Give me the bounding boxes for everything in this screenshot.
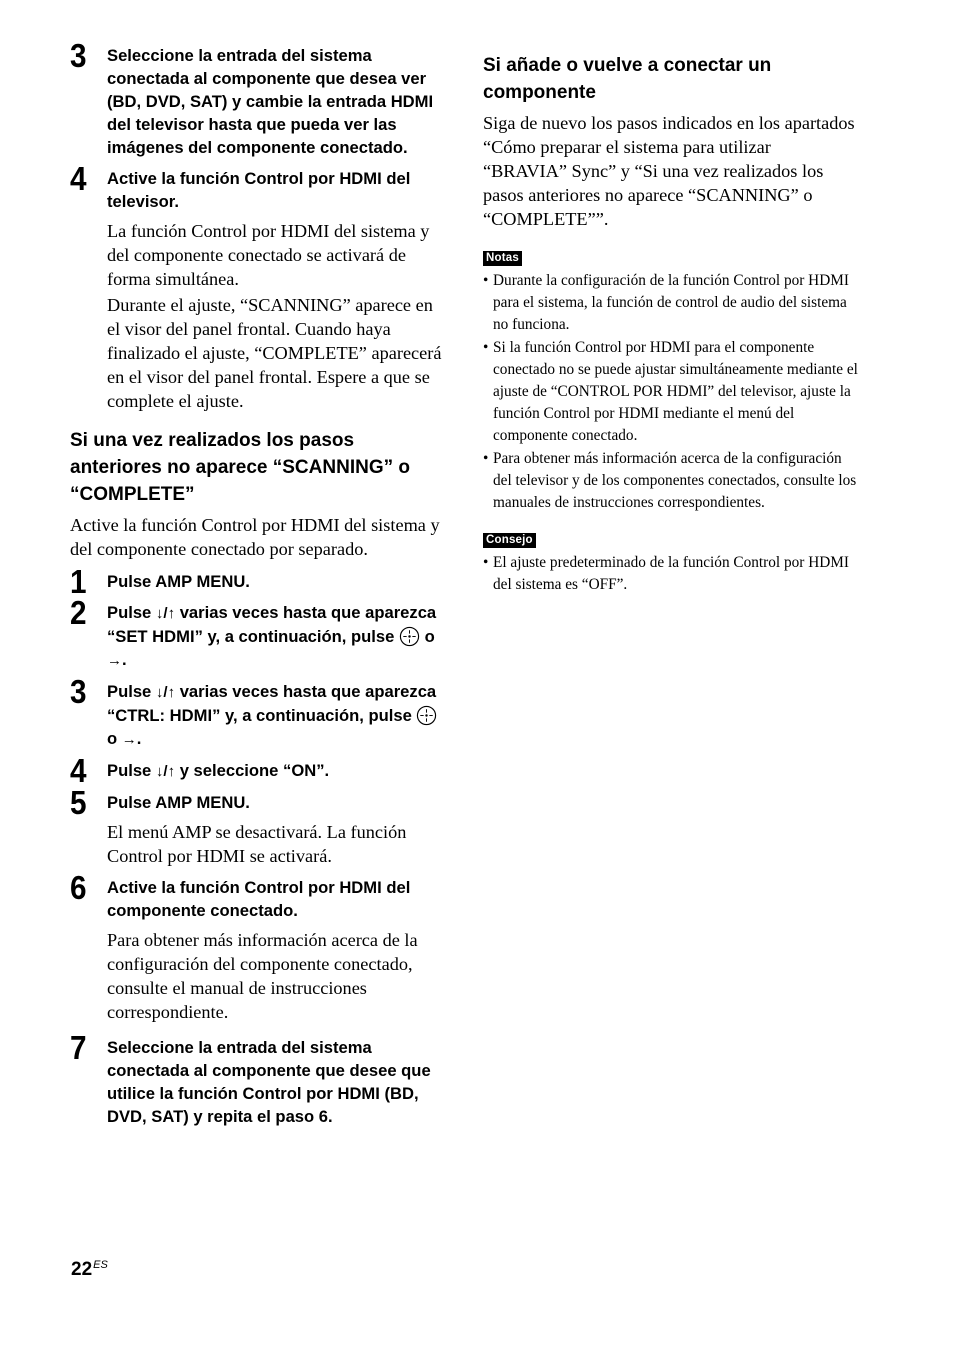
step-5 [70, 784, 445, 868]
step-3 [70, 673, 445, 751]
step-number: 5 [70, 784, 87, 821]
step-text: Pulse [107, 761, 152, 780]
step-number: 7 [70, 1029, 87, 1066]
page-language-suffix: ES [93, 1259, 108, 1271]
step-title: Seleccione la entrada del sistema conectada al componente que desee que utilice la función Control por HDMI (BD, DVD, SAT) y repita el paso 6. [107, 1038, 431, 1126]
bullet-icon: • [483, 272, 489, 289]
step-4 [70, 752, 445, 789]
right-arrow-icon: → [107, 652, 122, 669]
notes-list [483, 270, 858, 514]
step-body: El menú AMP se desactivará. La función Control por HDMI se activará. [107, 822, 407, 866]
step-paragraph: La función Control por HDMI del sistema y del componente conectado se activará de forma simultánea. [107, 221, 430, 289]
step-number: 4 [70, 752, 87, 789]
bullet-icon: • [483, 339, 489, 356]
down-up-arrows-icon: ↓/↑ [155, 763, 176, 780]
step-number: 4 [70, 160, 87, 197]
note-text: Para obtener más información acerca de la configuración del televisor y de los componentes conectados, consulte los manuales de instrucciones correspondientes. [493, 450, 857, 511]
step-text: y seleccione “ON”. [179, 761, 330, 780]
step-number: 2 [70, 594, 87, 631]
step-title [107, 601, 445, 672]
down-up-arrows-icon: ↓/↑ [155, 605, 176, 622]
tip-text: El ajuste predeterminado de la función Control por HDMI del sistema es “OFF”. [493, 554, 849, 593]
tips-list [483, 552, 858, 596]
step-title [107, 759, 445, 783]
step-1 [70, 563, 445, 600]
step-body: Para obtener más información acerca de la configuración del componente conectado, consulte el manual de instrucciones correspondiente. [107, 930, 418, 1022]
step-text: Pulse [107, 603, 152, 622]
enter-button-icon [416, 705, 437, 726]
step-title: Active la función Control por HDMI del televisor. [107, 169, 411, 211]
page-number [71, 1259, 108, 1281]
page-number-value: 22 [71, 1259, 93, 1280]
step-title [107, 680, 445, 751]
step-text: varias veces hasta que aparezca “CTRL: HDMI” y, a continuación, pulse [107, 682, 437, 725]
section-heading: Si una vez realizados los pasos anteriores no aparece “SCANNING” o “COMPLETE” [70, 430, 410, 505]
enter-button-icon [399, 626, 420, 647]
left-column [70, 37, 445, 1136]
step-number: 3 [70, 673, 87, 710]
section-heading: Si añade o vuelve a conectar un componente [483, 55, 772, 103]
step-body [107, 219, 445, 413]
note-text: Durante la configuración de la función Control por HDMI para el sistema, la función de control de audio del sistema no funciona. [493, 272, 849, 333]
step-4-top [70, 160, 445, 413]
step-title: Pulse AMP MENU. [107, 793, 250, 812]
down-up-arrows-icon: ↓/↑ [155, 684, 176, 701]
bullet-icon: • [483, 554, 489, 571]
tip-item [483, 552, 858, 596]
step-number: 3 [70, 37, 87, 74]
note-item [483, 448, 858, 514]
step-text: . [122, 650, 127, 669]
tip-block [483, 530, 858, 596]
step-text: o [424, 627, 435, 646]
tip-label: Consejo [483, 533, 536, 548]
right-column [483, 52, 858, 597]
step-title: Pulse AMP MENU. [107, 572, 250, 591]
step-number: 6 [70, 869, 87, 906]
notes-label: Notas [483, 251, 522, 266]
right-arrow-icon: → [121, 731, 137, 748]
step-text: . [136, 729, 142, 748]
note-text: Si la función Control por HDMI para el componente conectado no se puede ajustar simultáneamente mediante el ajuste de “CONTROL POR HDMI” del televisor, ajuste la función Control por HDMI mediante el menú del componente conectado. [493, 339, 858, 444]
bullet-icon: • [483, 450, 489, 467]
note-item [483, 337, 858, 447]
step-number: 1 [70, 563, 87, 600]
section-intro: Active la función Control por HDMI del sistema y del componente conectado por separado. [70, 515, 440, 559]
step-paragraph: Durante el ajuste, “SCANNING” aparece en el visor del panel frontal. Cuando haya finalizado el ajuste, “COMPLETE” aparecerá en el visor del panel frontal. Espere a que se complete el ajuste. [107, 295, 442, 411]
step-6 [70, 869, 445, 1024]
step-text: Pulse [107, 682, 152, 701]
notes-block [483, 248, 858, 514]
step-2 [70, 594, 445, 672]
step-text: varias veces hasta que aparezca “SET HDMI” y, a continuación, pulse [107, 603, 437, 646]
step-text: o [107, 729, 118, 748]
step-title: Seleccione la entrada del sistema conectada al componente que desea ver (BD, DVD, SAT) y cambie la entrada HDMI del televisor hasta que pueda ver las imágenes del componente conectado. [107, 46, 434, 157]
step-3-top [70, 37, 445, 159]
step-title: Active la función Control por HDMI del componente conectado. [107, 878, 411, 920]
note-item [483, 270, 858, 336]
step-7 [70, 1029, 445, 1128]
section-intro: Siga de nuevo los pasos indicados en los apartados “Cómo preparar el sistema para utilizar “BRAVIA” Sync” y “Si una vez realizados los pasos anteriores no aparece “SCANNING” o “COMPLETE””. [483, 113, 855, 229]
